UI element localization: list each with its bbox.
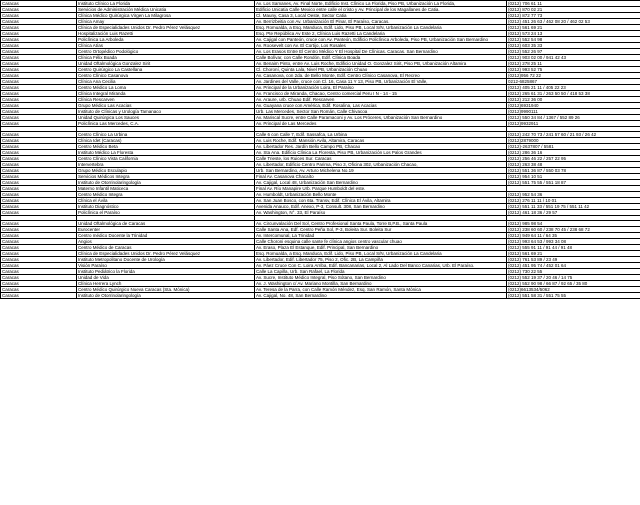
address-cell: Av. Cajigal, No. 48, San Bernardino xyxy=(255,293,507,299)
phone-cell: (0212) 730 22 55 xyxy=(507,269,640,275)
phone-cell: (0212) 552 19 37 / 20 46 / 14 75 xyxy=(507,275,640,281)
city-cell: Caracas xyxy=(1,263,77,269)
clinic-name-cell: Unidad Oftalmológica de Caracas xyxy=(77,221,255,227)
phone-cell: (0212)9990111 xyxy=(507,109,640,115)
phone-cell: (0212) 276 11 11 / 10 01 xyxy=(507,198,640,204)
city-cell: Caracas xyxy=(1,180,77,186)
city-cell: Caracas xyxy=(1,55,77,61)
phone-cell: (0212)6613534/5062 xyxy=(507,287,640,293)
city-cell: Caracas xyxy=(1,97,77,103)
address-cell: Av. Roosevelt con Av. El Cortijo, Los Rosales xyxy=(255,43,507,49)
city-cell: Caracas xyxy=(1,198,77,204)
table-row xyxy=(1,168,640,174)
city-cell: Caracas xyxy=(1,227,77,233)
city-cell: Caracas xyxy=(1,239,77,245)
clinic-name-cell: Servicios Médicos Integra xyxy=(77,174,255,180)
address-cell: Final Av. Casanova Chacaíto xyxy=(255,174,507,180)
phone-cell: (0212) 551 11 33 / 551 19 75 / 551 11 42 xyxy=(507,204,640,210)
city-cell: Caracas xyxy=(1,43,77,49)
address-cell: Av. Humboldt, Urbanización Bello Monte xyxy=(255,192,507,198)
clinic-name-cell: Visión Paraíso xyxy=(77,263,255,269)
city-cell: Caracas xyxy=(1,192,77,198)
city-cell: Caracas xyxy=(1,61,77,67)
table-row xyxy=(1,257,640,263)
address-cell: Avenida Anauco, Edif. Anexo, P-3, Consult. 308, San Bernardino xyxy=(255,204,507,210)
clinic-name-cell: Clínica Ana Cecilia xyxy=(77,79,255,85)
clinic-name-cell: Clínica Médico Quirúrgica Virgen La Milagrosa xyxy=(77,13,255,19)
phone-cell: (0212) 212 36 00 xyxy=(507,97,640,103)
table-row xyxy=(1,275,640,281)
address-cell: Av. Guayana cruce con América, Edif. Rosalina, Las Acacias xyxy=(255,103,507,109)
phone-cell: (0212) 552 90 98 / 66 87 / 92 65 / 35 80 xyxy=(507,281,640,287)
address-cell: Av. J. Washington c/ Av. Mariano Montilla, San Bernardino xyxy=(255,281,507,287)
phone-cell: (0212) 603 35 33 xyxy=(507,43,640,49)
clinic-name-cell: Clínica de Especialidades Unidos Dr. Pedro Pérez Velásquez xyxy=(77,251,255,257)
clinic-name-cell: Centro Médico Beta xyxy=(77,144,255,150)
address-cell: Cl. Choroní, Quinta Lala, Nivel PB, Urbanización Chuao xyxy=(255,67,507,73)
city-cell: Caracas xyxy=(1,210,77,216)
address-cell: Av. Circunvalación Del Sol, Centro Profesional Santa Paula, Torre B,P.B., Santa Paula xyxy=(255,221,507,227)
city-cell: Caracas xyxy=(1,31,77,37)
table-row xyxy=(1,287,640,293)
clinic-name-cell: Clínica Atías xyxy=(77,43,255,49)
city-cell: Caracas xyxy=(1,233,77,239)
table-row xyxy=(1,227,640,233)
clinic-name-cell: Instituto Clínico La Florida xyxy=(77,1,255,7)
phone-cell: (0212) 552 26 97 xyxy=(507,49,640,55)
phone-cell: (0212) 286 36 16 xyxy=(507,150,640,156)
clinic-name-cell: Clínica Idet (Caracas) xyxy=(77,138,255,144)
city-cell: Caracas xyxy=(1,293,77,299)
city-cell: Caracas xyxy=(1,257,77,263)
clinic-name-cell: Instituto de Otorrinolaringología xyxy=(77,180,255,186)
phone-cell: (0212) 761 53 89 / 23 49 xyxy=(507,257,640,263)
phone-cell: (0212) 555 91 11 / 91 44 / 91 48 xyxy=(507,245,640,251)
table-row xyxy=(1,281,640,287)
clinic-name-cell: Centro Quirúrgico La Castellana xyxy=(77,67,255,73)
address-cell: Av. Principal de Las Mercedes xyxy=(255,121,507,127)
clinic-name-cell: Instituto Diagnóstico xyxy=(77,204,255,210)
phone-cell: (0212) 903 02 00 / 941 42 43 xyxy=(507,55,640,61)
city-cell: Caracas xyxy=(1,281,77,287)
table-row xyxy=(1,210,640,216)
city-cell: Caracas xyxy=(1,221,77,227)
phone-cell: (0212) 256 46 22 / 257 22 95 xyxy=(507,156,640,162)
phone-cell: (0212) 552 54 98 xyxy=(507,37,640,43)
phone-cell: (0212) 242 70 73 / 241 57 60 / 21 93 / 26 42 xyxy=(507,132,640,138)
city-cell: Caracas xyxy=(1,168,77,174)
address-cell: Calle Bolívar, con Calle Rondón, Edif. Clínica Boada xyxy=(255,55,507,61)
clinic-name-cell: Instituto de Otorrinolaringología xyxy=(77,293,255,299)
phone-cell: (0212)2879000 xyxy=(507,138,640,144)
city-cell: Caracas xyxy=(1,109,77,115)
clinic-name-cell: Centro Médico Quirúrgico Nueva Caracas (Sta. Mónica) xyxy=(77,287,255,293)
address-cell: Edificio Unicatia Calle Mexico entre calle el cristo y Av. Principal de los Magallanes de Catia. xyxy=(255,7,507,13)
phone-cell: (0212)956 72 22 xyxy=(507,73,640,79)
address-cell: Av. Benaim Pinto, entre Av. Luis Roche, Edificio Unidad O. Gonzalez Sirit, Piso PB, Urbanización Altamira xyxy=(255,61,507,67)
address-cell: Av. Araure, urb. Chuao Edif. Rescarven xyxy=(255,97,507,103)
phone-cell: (0212) 993 52 75 xyxy=(507,67,640,73)
clinic-name-cell: Clínica Herrera Lynch xyxy=(77,281,255,287)
address-cell: Calle Santa Ana, Edf. Centro Peña Sol, P-3, Boleita Sur. Boleita Sur xyxy=(255,227,507,233)
phone-cell: (0212) 870 02 21 xyxy=(507,7,640,13)
phone-cell: (0212) 561 69 21 xyxy=(507,25,640,31)
clinic-name-cell: Policlínica Las Mercedes, C.A. xyxy=(77,121,255,127)
city-cell: Caracas xyxy=(1,91,77,97)
address-cell: Urb. Las Mercedes, Sector San Román, Calle Chivacoa xyxy=(255,109,507,115)
phone-cell: (0212) 872 77 73 xyxy=(507,13,640,19)
city-cell: Caracas xyxy=(1,121,77,127)
city-cell: Caracas xyxy=(1,13,77,19)
city-cell: Caracas xyxy=(1,115,77,121)
phone-cell: (0212) 451 95 74 / 452 01 64 xyxy=(507,263,640,269)
address-cell: Av. Cajigal, Local 48, Urbanización San Bernardino xyxy=(255,180,507,186)
city-cell: Caracas xyxy=(1,25,77,31)
address-cell: Av. Mariscal Sucre, entre Calle Paramaconi y Av. Los Próceres, Urbanización San Bernardino xyxy=(255,115,507,121)
table-row xyxy=(1,198,640,204)
clinic-name-cell: Policlínica La Arboleda xyxy=(77,37,255,43)
city-cell: Caracas xyxy=(1,156,77,162)
clinic-name-cell: Centro Clínico Vista California xyxy=(77,156,255,162)
table-row xyxy=(1,132,640,138)
clinic-name-cell: Instituto Médico La Floresta xyxy=(77,150,255,156)
phone-cell: (0212) 550 34 84 / 1367 / 552 89 26 xyxy=(507,115,640,121)
table-row xyxy=(1,204,640,210)
address-cell: Av. Libertador, Edif. Libertador 75, Piso 2, Ofic. 2B, La Campiña xyxy=(255,257,507,263)
clinic-name-cell: Clínica de Especialidades Unidos Dr. Pedro Pérez Velásquez xyxy=(77,25,255,31)
table-row xyxy=(1,55,640,61)
address-cell: Av. Casanova, con 2da. de Bello Monte, Edif. Centro Clínico Casanova, El Recreo xyxy=(255,73,507,79)
table-row xyxy=(1,245,640,251)
clinic-name-cell: Centro Clínico La Urbina xyxy=(77,132,255,138)
address-cell: Calle Trieste, los Ruices Sur. Caracas xyxy=(255,156,507,162)
city-cell: Caracas xyxy=(1,85,77,91)
city-cell: Caracas xyxy=(1,103,77,109)
clinic-name-cell: Materno Infantil Maticeca xyxy=(77,186,255,192)
clinic-name-cell: Eurocenter xyxy=(77,227,255,233)
address-cell: Esq. Romualda, a Esq. Manduca, Edif. Lido, Piso PB, Local S/N, Urbanización La Candelaria xyxy=(255,25,507,31)
clinic-name-cell: Policlínica el Paraíso xyxy=(77,210,255,216)
table-row xyxy=(1,180,640,186)
city-cell: Caracas xyxy=(1,287,77,293)
address-cell: Urb. San Bernardino, Av. Arturo Michelena No.19 xyxy=(255,168,507,174)
address-cell: Calle 6 con Calle 7, Edif. Sassafca, La Urbina xyxy=(255,132,507,138)
address-cell: Av. Páez Cruce Con C. Loira Arriba, Edif. Bancanarias, Local 2, Al Lado Del Banco Canarias, Urb. El Paraíso. xyxy=(255,263,507,269)
clinic-name-cell: Instituto Pediátrico la Florida xyxy=(77,269,255,275)
clinic-name-cell: Centro Médico Integra xyxy=(77,192,255,198)
table-row xyxy=(1,91,640,97)
address-cell: Av. Principal de la Urbanización Loira, El Paraíso xyxy=(255,85,507,91)
city-cell: Caracas xyxy=(1,251,77,257)
clinic-name-cell: Angios xyxy=(77,239,255,245)
phone-cell: (0212) 238 60 60 / 238 70 45 / 238 68 72 xyxy=(507,227,640,233)
city-cell: Caracas xyxy=(1,132,77,138)
phone-cell: (0212) 985 98 54 xyxy=(507,221,640,227)
address-cell: Av. Intercomunal, La Trinidad xyxy=(255,233,507,239)
phone-cell: (0212)-2637807 / 5581 xyxy=(507,144,640,150)
phone-cell: (0212) 265 61 31 / 263 50 50 / 418 53 38 xyxy=(507,91,640,97)
phone-cell: (0212) 706 61 11 xyxy=(507,1,640,7)
city-cell: Caracas xyxy=(1,67,77,73)
address-cell: Av. Luis Roche, Edif. Mansión Avila, Altamira, Caracas xyxy=(255,138,507,144)
clinic-name-cell: Grupo Médico Esculapio xyxy=(77,168,255,174)
clinic-name-cell: Centro médico Docente la Trinidad xyxy=(77,233,255,239)
city-cell: Caracas xyxy=(1,186,77,192)
clinic-name-cell: Instituto Metropolitano Docente de Urología xyxy=(77,257,255,263)
clinic-name-cell: Centro Médico La Loma xyxy=(77,85,255,91)
city-cell: Caracas xyxy=(1,138,77,144)
clinic-name-cell: Hospitalización Luis Razetti xyxy=(77,31,255,37)
table-row xyxy=(1,156,640,162)
city-cell: Caracas xyxy=(1,150,77,156)
city-cell: Caracas xyxy=(1,275,77,281)
city-cell: Caracas xyxy=(1,144,77,150)
city-cell: Caracas xyxy=(1,245,77,251)
phone-cell: (0212) 954 10 51 xyxy=(507,174,640,180)
table-row xyxy=(1,19,640,25)
city-cell: Caracas xyxy=(1,19,77,25)
city-cell: Caracas xyxy=(1,1,77,7)
phone-cell: (0212)9932911 xyxy=(507,121,640,127)
clinic-name-cell: Centro Médico de Caracas xyxy=(77,245,255,251)
address-cell: Esq. Romualda, a Esq. Manduca, Edif. Lido, Piso PB, Local S/N, Urbanización La Candelaria xyxy=(255,251,507,257)
city-cell: Caracas xyxy=(1,79,77,85)
phone-cell: (0212) 551 75 55 / 551 18 87 xyxy=(507,180,640,186)
phone-cell: (0212) 263 38 48 xyxy=(507,162,640,168)
clinic-name-cell: Unidad Quirúrgica Los Sauces xyxy=(77,115,255,121)
phone-cell: (0212) 405 21 11 / 405 22 23 xyxy=(507,85,640,91)
clinic-name-cell: Clínica Rescarven xyxy=(77,97,255,103)
city-cell: Caracas xyxy=(1,162,77,168)
phone-cell: (0212) 573 24 13 xyxy=(507,31,640,37)
city-cell: Caracas xyxy=(1,174,77,180)
phone-cell: (0212) 561 69 21 xyxy=(507,251,640,257)
phone-cell: (0212) 461 18 36 / 29 57 xyxy=(507,210,640,216)
phone-cell: (0212) 551 58 31 / 551 75 55 xyxy=(507,293,640,299)
address-cell: Calle Choroni esquina calle sante fe clínica angios centro vascular chuao xyxy=(255,239,507,245)
phone-cell: (0212) 551 36 87 / 550 03 78 xyxy=(507,168,640,174)
clinic-name-cell: Instituto de Clínicas y Urología Tamanaco xyxy=(77,109,255,115)
city-cell: Caracas xyxy=(1,7,77,13)
address-cell: Av. Jardines del Valle, cruce con Cl. 16, Casa 11 Y 13, Piso PB, Urbanización El Valle, xyxy=(255,79,507,85)
city-cell: Caracas xyxy=(1,269,77,275)
clinic-name-cell: Intervertebra xyxy=(77,162,255,168)
clinic-name-cell: Unidad Oftalmológica Gonzalez Sirit xyxy=(77,61,255,67)
address-cell: Av. Sta Ana. Edificio Clínica La Floresta, Piso PB, Urbanización Los Palos Grandes xyxy=(255,150,507,156)
clinic-rows xyxy=(1,1,640,299)
address-cell: Av. Libertador, Edificio Centro Parima, Piso 3, Oficina 302, Urbanización Chacao, xyxy=(255,162,507,168)
clinic-name-cell: Clínica Félix Boada xyxy=(77,55,255,61)
address-cell: Av. Los Erasos Entre El Centro Médico Y El Hospital De Clínicas. Caracas. San Bernardino xyxy=(255,49,507,55)
address-cell: Esq. Pte República Av Este 2, Clínica Luis Razetti La Candelaria xyxy=(255,31,507,37)
clinic-name-cell: Unidad de Vida xyxy=(77,275,255,281)
address-cell: Av. Berrizbeitia con Av. Urbanización El Pinar, El Paraíso, Caracas. xyxy=(255,19,507,25)
address-cell: Av. San Juan Bosco, con 6ta. Transv, Edif. Clínica El Ávila, Altamira xyxy=(255,198,507,204)
table-row xyxy=(1,293,640,299)
address-cell: Av. Francisco de Miranda, Chacao, Centro comercial Peru I N - 14 - 15 xyxy=(255,91,507,97)
clinic-name-cell: Clínica Integral Miranda xyxy=(77,91,255,97)
table-row xyxy=(1,263,640,269)
address-cell: Av. Cajigal con Panteón, cruce con Av. Panteón, Edificio Policlínica Arboleda, Piso PB, Urbanización San Bernardino xyxy=(255,37,507,43)
city-cell: Caracas xyxy=(1,49,77,55)
phone-cell: (0212) 451 26 63 / 462 08 20 / 462 02 53 xyxy=(507,19,640,25)
phone-cell: (0212) 278 25 11 xyxy=(507,61,640,67)
table-row xyxy=(1,115,640,121)
address-cell: Calle La Capilla, Urb. San Rafael, La Florida xyxy=(255,269,507,275)
phone-cell: (0212) 993 64 53 / 993 34 08 xyxy=(507,239,640,245)
address-cell: Av. Eraso, Plaza El Estanque, Edif. Principal, San Bernardino xyxy=(255,245,507,251)
clinic-name-cell: Centro Clínico Casanova xyxy=(77,73,255,79)
address-cell: Cl. Mauny, Casa 3, Local Oeste, Sector Catia xyxy=(255,13,507,19)
phone-cell: (0212)6931940 xyxy=(507,103,640,109)
city-cell: Caracas xyxy=(1,204,77,210)
phone-cell: 0212-6825867 xyxy=(507,79,640,85)
table-row xyxy=(1,144,640,150)
address-cell: Av. Libertador Res. Jardín Bello Campo PB, Chacao xyxy=(255,144,507,150)
phone-cell: (0212) 952 54 36 xyxy=(507,192,640,198)
address-cell: Av. Washington, N°. 33, El Paraíso xyxy=(255,210,507,216)
phone-cell: (0212) 949 64 11 / 64 35 xyxy=(507,233,640,239)
clinic-name-cell: Clínica el Ávila xyxy=(77,198,255,204)
address-cell: Av. Los Samanes, Av. Final Norte, Edificio Inst. Clínico La Florida, Piso PB, Urbanización La Florida, xyxy=(255,1,507,7)
address-cell: Av. Sucre, Instituto Médico Integral, Piso Sótano, San Bernardino xyxy=(255,275,507,281)
address-cell: Av. Teresa de la Parra, con Calle Ramón Méndez, Esq. San Ramón, Santa Mónica xyxy=(255,287,507,293)
address-cell: Final Av. Río Manapire Urb. Parque Humboldt del este. xyxy=(255,186,507,192)
clinic-name-cell: Grupo Médico Las Acacias xyxy=(77,103,255,109)
clinic-name-cell: Clínica Amay xyxy=(77,19,255,25)
clinic-name-cell: Servicios de Administración Médica Unicatia xyxy=(77,7,255,13)
city-cell: Caracas xyxy=(1,37,77,43)
city-cell: Caracas xyxy=(1,73,77,79)
clinic-name-cell: Centro Ortopédico Podológico xyxy=(77,49,255,55)
table-row xyxy=(1,85,640,91)
